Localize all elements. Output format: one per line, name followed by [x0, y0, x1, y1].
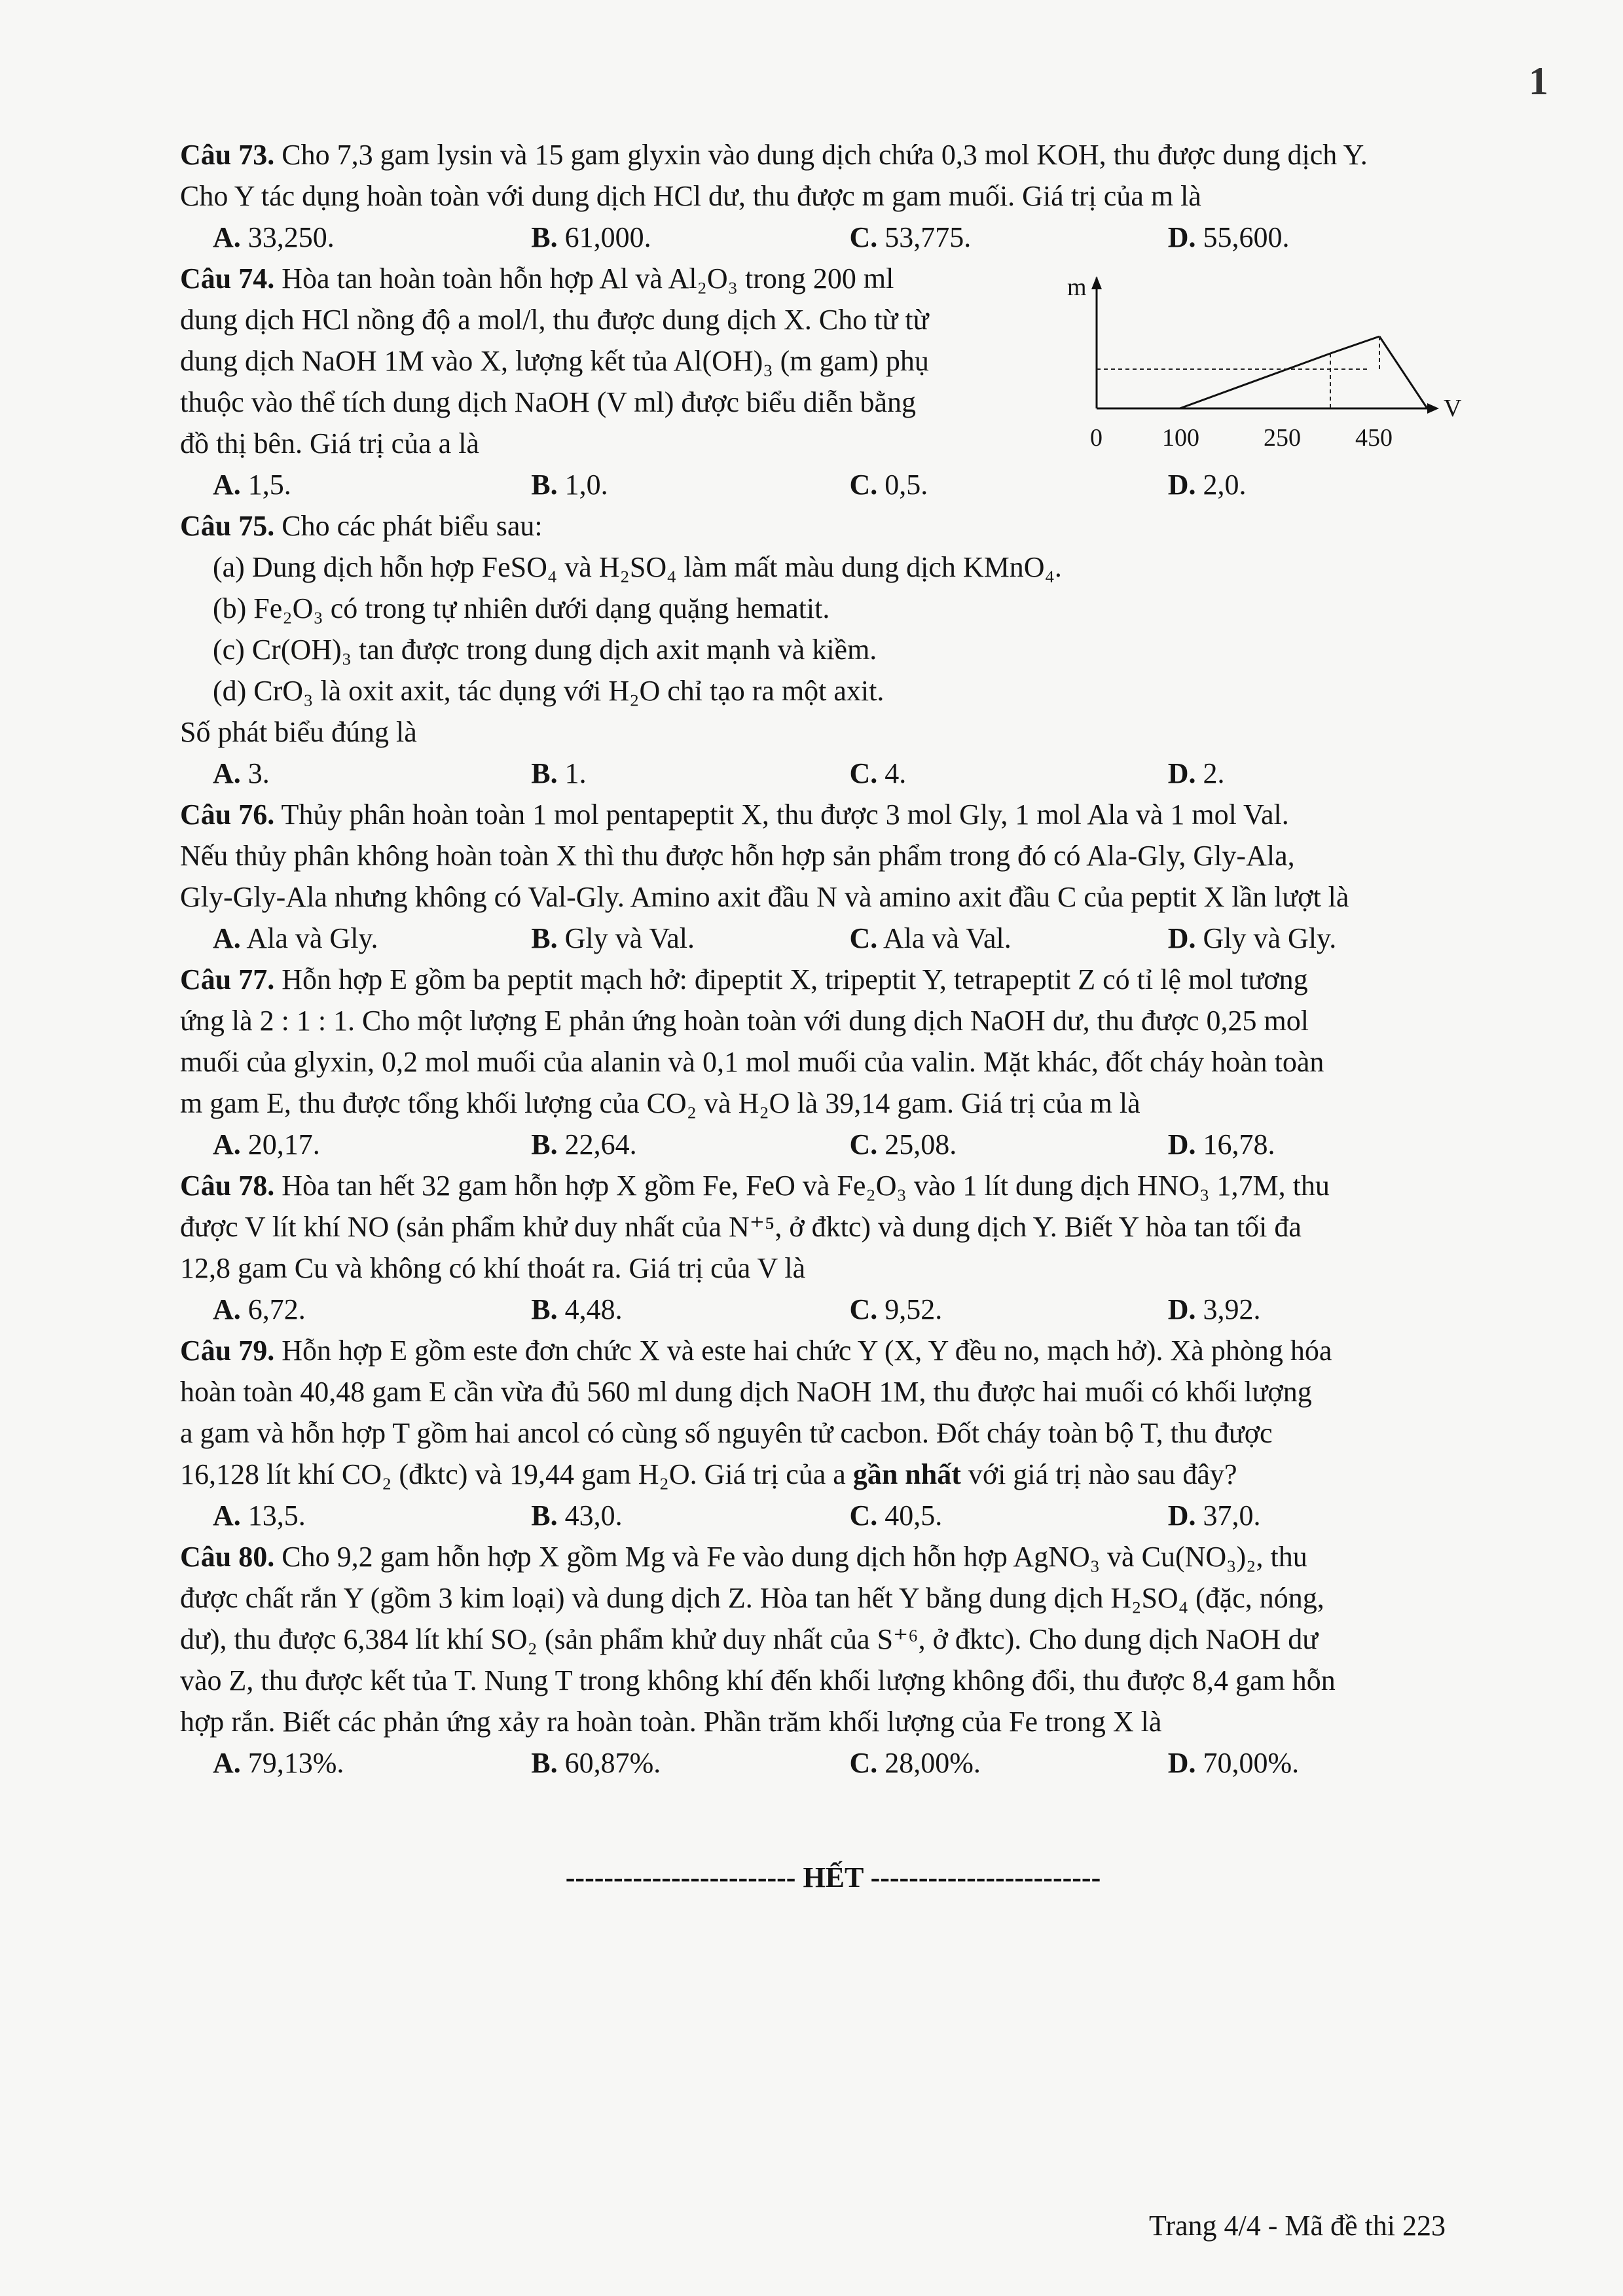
question-73: Câu 73. Cho 7,3 gam lysin và 15 gam glyxin vào dung dịch chứa 0,3 mol KOH, thu được dung dịch Y. Cho Y tác dụng hoàn toàn với dung dịch HCl dư, thu được m gam muối. Giá trị của m là A. 33,250. B. 61,000. C. 53,775. D. 55,600.	[180, 134, 1486, 258]
option-c: C. Ala và Val.	[849, 922, 1012, 954]
answer-options	[180, 1742, 1486, 1784]
exam-content	[180, 134, 1486, 1893]
answer-options	[180, 217, 1486, 258]
option-b: B. Gly và Val.	[531, 922, 695, 954]
answer-options	[180, 1124, 1486, 1165]
option-d: D. 70,00%.	[1167, 1747, 1300, 1779]
answer-options	[180, 753, 1486, 794]
option-a: A. 79,13%.	[213, 1747, 344, 1779]
option-a: A. 6,72.	[213, 1293, 306, 1325]
option-b: B. 1,0.	[531, 469, 608, 501]
option-c: C. 53,775.	[849, 221, 972, 253]
option-b: B. 60,87%.	[531, 1747, 661, 1779]
tick-label-450: 450	[1355, 424, 1393, 452]
tick-label-0: 0	[1090, 424, 1103, 452]
answer-options	[180, 1495, 1486, 1536]
option-b: B. 43,0.	[531, 1499, 623, 1532]
x-axis-label: V	[1444, 395, 1462, 422]
option-d: D. Gly và Gly.	[1167, 922, 1337, 954]
statement-a: (a) Dung dịch hỗn hợp FeSO₄ và H₂SO₄ làm mất màu dung dịch KMnO₄.	[213, 551, 1062, 583]
option-b: B. 61,000.	[531, 221, 651, 253]
option-a: A. 33,250.	[213, 221, 335, 253]
end-marker: ------------------------ HẾT ------------------------	[565, 1861, 1101, 1893]
statement-d: (d) CrO₃ là oxit axit, tác dụng với H₂O chỉ tạo ra một axit.	[213, 675, 884, 707]
answer-options	[180, 464, 1486, 505]
option-c: C. 9,52.	[849, 1293, 943, 1325]
option-d: D. 16,78.	[1167, 1128, 1275, 1160]
question-label: Câu 74.	[180, 262, 275, 295]
option-c: C. 4.	[849, 757, 907, 789]
answer-options	[180, 918, 1486, 959]
precipitate-graph	[1061, 258, 1486, 464]
option-d: D. 55,600.	[1167, 221, 1290, 253]
answer-options	[180, 1289, 1486, 1330]
question-label: Câu 73.	[180, 139, 275, 171]
question-74: Câu 74. Hòa tan hoàn toàn hỗn hợp Al và Al₂O₃ trong 200 ml dung dịch HCl nồng độ a mol/l, thu được dung dịch X. Cho từ từ dung dịch NaOH 1M vào X, lượng kết tủa Al(OH)₃ (m gam) phụ thuộc vào thể tích dung dịch NaOH (V ml) được biểu diễn bằng đồ thị bên. Giá trị của a là m V 0 100 250 450 A. 1,5. B. 1,0. C. 0,5. D. 2,0.	[180, 258, 1486, 505]
question-75: Câu 75. Cho các phát biểu sau: (a) Dung dịch hỗn hợp FeSO₄ và H₂SO₄ làm mất màu dung dịch KMnO₄. (b) Fe₂O₃ có trong tự nhiên dưới dạng quặng hematit. (c) Cr(OH)₃ tan được trong dung dịch axit mạnh và kiềm. (d) CrO₃ là oxit axit, tác dụng với H₂O chỉ tạo ra một axit. Số phát biểu đúng là A. 3. B. 1. C. 4. D. 2.	[180, 505, 1486, 794]
emphasis-text: gần nhất	[852, 1458, 961, 1490]
tick-label-250: 250	[1264, 424, 1301, 452]
question-label: Câu 80.	[180, 1541, 275, 1573]
question-77: Câu 77. Hỗn hợp E gồm ba peptit mạch hở: đipeptit X, tripeptit Y, tetrapeptit Z có tỉ lệ mol tương ứng là 2 : 1 : 1. Cho một lượng E phản ứng hoàn toàn với dung dịch NaOH dư, thu được 0,25 mol muối của glyxin, 0,2 mol muối của alanin và 0,1 mol muối của valin. Mặt khác, đốt cháy hoàn toàn m gam E, thu được tổng khối lượng của CO₂ và H₂O là 39,14 gam. Giá trị của m là A. 20,17. B. 22,64. C. 25,08. D. 16,78.	[180, 959, 1486, 1165]
question-80: Câu 80. Cho 9,2 gam hỗn hợp X gồm Mg và Fe vào dung dịch hỗn hợp AgNO₃ và Cu(NO₃)₂, thu được chất rắn Y (gồm 3 kim loại) và dung dịch Z. Hòa tan hết Y bằng dung dịch H₂SO₄ (đặc, nóng, dư), thu được 6,384 lít khí SO₂ (sản phẩm khử duy nhất của S⁺⁶, ở đktc). Cho dung dịch NaOH dư vào Z, thu được kết tủa T. Nung T trong không khí đến khối lượng không đổi, thu được 8,4 gam hỗn hợp rắn. Biết các phản ứng xảy ra hoàn toàn. Phần trăm khối lượng của Fe trong X là A. 79,13%. B. 60,87%. C. 28,00%. D. 70,00%.	[180, 1536, 1486, 1784]
option-b: B. 4,48.	[531, 1293, 623, 1325]
rising-line	[1180, 353, 1330, 408]
statement-b: (b) Fe₂O₃ có trong tự nhiên dưới dạng quặng hematit.	[213, 592, 830, 624]
rising-line-top	[1330, 336, 1379, 353]
option-a: A. 13,5.	[213, 1499, 306, 1532]
option-d: D. 2.	[1167, 757, 1225, 789]
question-label: Câu 79.	[180, 1335, 275, 1367]
x-axis-arrow	[1427, 403, 1439, 414]
option-a: A. 1,5.	[213, 469, 291, 501]
option-a: A. Ala và Gly.	[213, 922, 378, 954]
question-label: Câu 75.	[180, 510, 275, 542]
question-label: Câu 78.	[180, 1170, 275, 1202]
option-d: D. 37,0.	[1167, 1499, 1261, 1532]
falling-line	[1379, 336, 1427, 408]
question-label: Câu 77.	[180, 963, 275, 996]
option-b: B. 22,64.	[531, 1128, 637, 1160]
statement-c: (c) Cr(OH)₃ tan được trong dung dịch axit mạnh và kiềm.	[213, 634, 877, 666]
option-c: C. 40,5.	[849, 1499, 943, 1532]
question-79: Câu 79. Hỗn hợp E gồm este đơn chức X và este hai chức Y (X, Y đều no, mạch hở). Xà phòng hóa hoàn toàn 40,48 gam E cần vừa đủ 560 ml dung dịch NaOH 1M, thu được hai muối có khối lượng a gam và hỗn hợp T gồm hai ancol có cùng số nguyên tử cacbon. Đốt cháy toàn bộ T, thu được 16,128 lít khí CO₂ (đktc) và 19,44 gam H₂O. Giá trị của a gần nhất với giá trị nào sau đây? A. 13,5. B. 43,0. C. 40,5. D. 37,0.	[180, 1330, 1486, 1536]
question-label: Câu 76.	[180, 798, 275, 831]
tick-label-100: 100	[1162, 424, 1199, 452]
page-footer: Trang 4/4 - Mã đề thi 223	[1149, 2210, 1446, 2242]
question-78: Câu 78. Hòa tan hết 32 gam hỗn hợp X gồm Fe, FeO và Fe₂O₃ vào 1 lít dung dịch HNO₃ 1,7M, thu được V lít khí NO (sản phẩm khử duy nhất của N⁺⁵, ở đktc) và dung dịch Y. Biết Y hòa tan tối đa 12,8 gam Cu và không có khí thoát ra. Giá trị của V là A. 6,72. B. 4,48. C. 9,52. D. 3,92.	[180, 1165, 1486, 1330]
option-c: C. 28,00%.	[849, 1747, 981, 1779]
y-axis-label: m	[1067, 274, 1087, 301]
option-c: C. 0,5.	[849, 469, 928, 501]
y-axis-arrow	[1091, 276, 1102, 289]
question-76: Câu 76. Thủy phân hoàn toàn 1 mol pentapeptit X, thu được 3 mol Gly, 1 mol Ala và 1 mol Val. Nếu thủy phân không hoàn toàn X thì thu được hỗn hợp sản phẩm trong đó có Ala-Gly, Gly-Ala, Gly-Gly-Ala nhưng không có Val-Gly. Amino axit đầu N và amino axit đầu C của peptit X lần lượt là A. Ala và Gly. B. Gly và Val. C. Ala và Val. D. Gly và Gly.	[180, 794, 1486, 959]
option-d: D. 2,0.	[1167, 469, 1247, 501]
corner-mark: 1	[1529, 60, 1548, 103]
option-a: A. 3.	[213, 757, 270, 789]
option-c: C. 25,08.	[849, 1128, 957, 1160]
option-b: B. 1.	[531, 757, 587, 789]
option-a: A. 20,17.	[213, 1128, 320, 1160]
option-d: D. 3,92.	[1167, 1293, 1261, 1325]
